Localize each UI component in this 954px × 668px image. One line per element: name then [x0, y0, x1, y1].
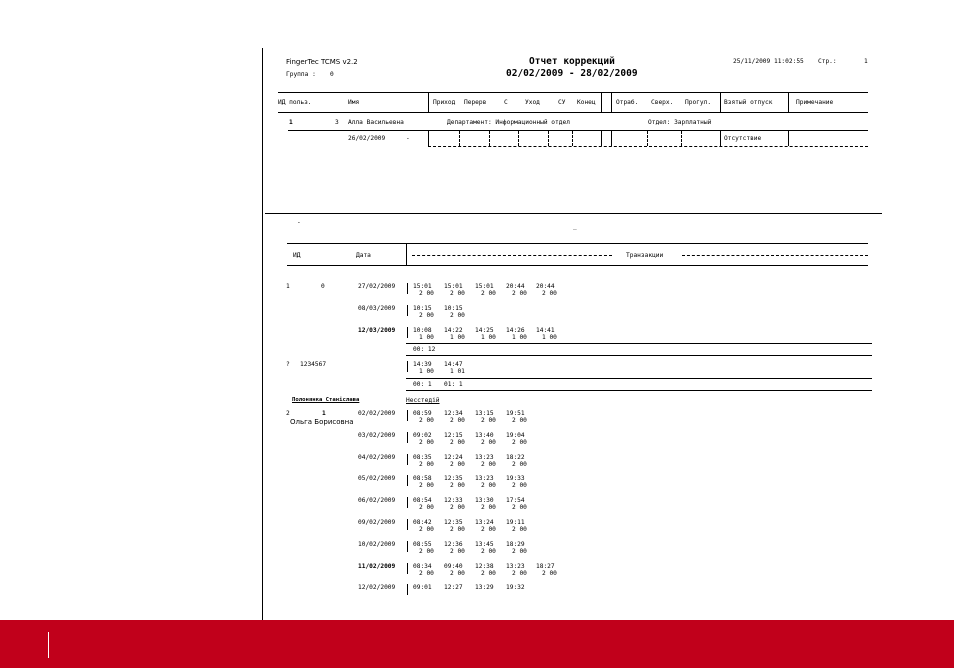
status-code: 2 00	[512, 290, 527, 297]
row-dashed-line	[428, 146, 868, 147]
time-value: 08:54	[413, 497, 432, 505]
time-value: 12:38	[475, 562, 494, 570]
time-value: 14:47	[444, 361, 463, 368]
row-status: Отсутствие	[724, 135, 762, 142]
status-code: 2 00	[481, 417, 496, 424]
date-separator	[407, 454, 408, 465]
time-value: 18:22	[506, 453, 525, 461]
col-header: Приход	[433, 99, 456, 106]
trans-header-id: ИД	[293, 252, 301, 259]
status-code: 2 00	[512, 547, 527, 555]
report-title: Отчет коррекций	[529, 56, 615, 67]
time-value: 10:08	[413, 326, 432, 334]
row-date: 09/02/2009	[358, 519, 396, 526]
row-date: 03/02/2009	[358, 431, 396, 439]
col-sep	[788, 92, 789, 112]
row-sep	[572, 131, 573, 146]
status-code: 2 00	[481, 526, 496, 533]
col-header: Отраб.	[616, 99, 639, 106]
status-code: 2 00	[450, 438, 465, 446]
date-separator	[407, 361, 408, 372]
time-value: 12:24	[444, 453, 463, 461]
footer-title: Полонянка Станіслава	[292, 397, 360, 403]
date-separator	[407, 475, 408, 486]
report-timestamp: 25/11/2009 11:02:55	[733, 58, 804, 65]
time-value: 08:34	[413, 562, 432, 570]
status-code: 2 00	[481, 569, 496, 577]
row-sep	[428, 131, 429, 146]
date-separator	[407, 305, 408, 316]
date-separator	[407, 327, 408, 338]
status-code: 2 00	[512, 438, 527, 446]
row-date: 05/02/2009	[358, 475, 396, 483]
status-code: 1 00	[481, 333, 496, 341]
trans-header-dash-right	[682, 255, 868, 256]
status-code: 1 00	[450, 333, 465, 341]
trans-header-transactions: Транзакции	[626, 252, 664, 259]
row-date: 10/02/2009	[358, 540, 396, 548]
date-separator	[407, 497, 408, 508]
status-code: 2 00	[542, 569, 557, 577]
trans-header-bottom-line	[287, 265, 868, 266]
status-code: 2 00	[512, 569, 527, 577]
mark: _	[573, 223, 577, 230]
time-value: 10:15	[444, 304, 463, 312]
mark: -	[297, 219, 301, 226]
status-code: 2 00	[481, 460, 496, 468]
time-value: 09:40	[444, 562, 463, 570]
row-sep	[788, 131, 789, 146]
col-header: СУ	[558, 99, 566, 106]
status-code: 2 00	[419, 569, 434, 577]
time-value: 13:23	[475, 475, 494, 483]
page-separator	[265, 213, 882, 214]
time-value: 15:01	[475, 283, 494, 290]
date-separator	[407, 563, 408, 574]
time-value: 12:35	[444, 519, 463, 526]
time-value: 20:44	[506, 283, 525, 290]
time-value: 08:55	[413, 540, 432, 548]
row-date: 04/02/2009	[358, 453, 396, 461]
row-sep	[459, 131, 460, 146]
time-value: 13:29	[475, 584, 494, 592]
time-value: 09:01	[413, 584, 432, 592]
status-code: 2 00	[450, 482, 465, 490]
time-value: 14:26	[506, 326, 525, 334]
time-value: 14:25	[475, 326, 494, 334]
status-code: 2 00	[419, 311, 434, 319]
time-value: 20:44	[536, 283, 555, 290]
time-value: 19:04	[506, 431, 525, 439]
table-header-top-line	[278, 92, 868, 93]
status-code: 2 00	[512, 460, 527, 468]
time-value: 18:27	[536, 562, 555, 570]
time-value: 17:54	[506, 497, 525, 505]
status-code: 1 00	[419, 333, 434, 341]
time-value: 08:58	[413, 475, 432, 483]
status-code: 2 00	[512, 504, 527, 512]
row-date: 11/02/2009	[358, 562, 396, 570]
time-value: 08:35	[413, 453, 432, 461]
row-number: 2	[286, 410, 290, 417]
time-value: 08:59	[413, 410, 432, 417]
app-name: FingerTec TCMS v2.2	[286, 58, 358, 66]
status-code: 1 00	[512, 333, 527, 341]
time-value: 18:29	[506, 540, 525, 548]
row-sep	[681, 131, 682, 146]
table-header-bottom-line	[278, 112, 868, 113]
time-value: 12:27	[444, 584, 463, 592]
date-separator	[407, 541, 408, 552]
time-value: 19:51	[506, 410, 525, 417]
status-code: 2 00	[542, 290, 557, 297]
time-value: 19:11	[506, 519, 525, 526]
row-sep	[720, 131, 721, 146]
trans-header-sep	[406, 243, 407, 265]
status-code: 2 00	[512, 482, 527, 490]
row-date: 26/02/2009	[348, 135, 386, 142]
row-date: 12/02/2009	[358, 584, 396, 592]
col-header: ИД польз.	[278, 99, 312, 106]
group-value: 0	[330, 71, 334, 78]
row-date: 08/03/2009	[358, 304, 396, 312]
report-date-range: 02/02/2009 - 28/02/2009	[506, 68, 638, 79]
row-number: 1	[289, 119, 293, 126]
col-sep	[720, 92, 721, 112]
user-id: 0	[321, 283, 325, 290]
department: Департамент: Информационный отдел	[447, 119, 570, 126]
summary-line	[406, 390, 872, 391]
page-left-border	[262, 48, 263, 620]
col-header: Имя	[348, 99, 360, 106]
col-header: Примечание	[796, 99, 834, 106]
summary-line	[406, 378, 872, 379]
user-id: 1234567	[300, 361, 327, 368]
time-value: 19:33	[506, 475, 525, 483]
time-value: 13:40	[475, 431, 494, 439]
time-value: 14:22	[444, 326, 463, 334]
row-number: 1	[286, 283, 290, 290]
row-sep	[489, 131, 490, 146]
trans-header-date: Дата	[356, 252, 371, 259]
status-code: 2 00	[419, 438, 434, 446]
date-separator	[407, 584, 408, 595]
footer-value: Несстедій	[406, 397, 440, 404]
trans-header-top-line	[287, 243, 868, 244]
time-value: 13:15	[475, 410, 494, 417]
date-separator	[407, 519, 408, 530]
col-header: Перерв	[464, 99, 487, 106]
time-value: 13:24	[475, 519, 494, 526]
time-value: 12:15	[444, 431, 463, 439]
summary-value: 00: 12	[413, 346, 436, 354]
status-code: 2 00	[419, 526, 434, 533]
time-value: 14:39	[413, 361, 432, 368]
status-code: 2 00	[481, 547, 496, 555]
col-header: Прогул.	[685, 99, 712, 106]
row-sep	[611, 131, 612, 146]
status-code: 1 00	[542, 333, 557, 341]
status-code: 2 00	[450, 417, 465, 424]
row-date: 12/03/2009	[358, 326, 396, 334]
summary-line	[406, 355, 872, 356]
status-code: 2 00	[450, 311, 465, 319]
time-value: 15:01	[444, 283, 463, 290]
status-code: 2 00	[419, 504, 434, 512]
status-code: 1 01	[450, 368, 465, 375]
user-name: Ольга Борисовна	[290, 418, 354, 426]
status-code: 2 00	[450, 460, 465, 468]
group-label: Группа :	[286, 71, 316, 78]
row-sep	[601, 131, 602, 146]
time-value: 12:34	[444, 410, 463, 417]
summary-value: 01: 1	[444, 380, 463, 388]
status-code: 2 00	[419, 482, 434, 490]
time-value: 10:15	[413, 304, 432, 312]
time-value: 15:01	[413, 283, 432, 290]
row-sep	[647, 131, 648, 146]
row-date: 06/02/2009	[358, 497, 396, 505]
status-code: 2 00	[419, 290, 434, 297]
col-header: Уход	[525, 99, 540, 106]
trans-header-dash-left	[412, 255, 612, 256]
col-header: Конец	[577, 99, 596, 106]
status-code: 2 00	[450, 547, 465, 555]
col-sep	[611, 92, 612, 112]
time-value: 08:42	[413, 519, 432, 526]
time-value: 13:23	[475, 453, 494, 461]
section: Отдел: Зарплатный	[648, 119, 712, 126]
row-line	[288, 130, 868, 131]
page-label: Стр.:	[818, 58, 837, 65]
status-code: 2 00	[481, 504, 496, 512]
time-value: 14:41	[536, 326, 555, 334]
status-code: 2 00	[512, 417, 527, 424]
status-code: 2 00	[450, 290, 465, 297]
col-header: С	[504, 99, 508, 106]
time-value: 19:32	[506, 584, 525, 592]
date-separator	[407, 283, 408, 294]
time-value: 12:35	[444, 475, 463, 483]
row-date: 27/02/2009	[358, 283, 396, 290]
row-number: ?	[286, 361, 290, 368]
time-value: 13:30	[475, 497, 494, 505]
time-value: 09:02	[413, 431, 432, 439]
status-code: 2 00	[512, 526, 527, 533]
status-code: 2 00	[450, 504, 465, 512]
bottom-bar-divider	[48, 632, 49, 658]
status-code: 2 00	[419, 417, 434, 424]
time-value: 12:33	[444, 497, 463, 505]
status-code: 2 00	[481, 482, 496, 490]
col-header: Взятый отпуск	[724, 99, 773, 106]
bottom-bar	[0, 620, 954, 668]
col-sep	[601, 92, 602, 112]
status-code: 2 00	[419, 460, 434, 468]
status-code: 1 00	[419, 368, 434, 375]
row-dash: -	[406, 135, 410, 142]
status-code: 2 00	[481, 438, 496, 446]
row-date: 02/02/2009	[358, 410, 396, 417]
user-id: 1	[322, 410, 326, 417]
time-value: 13:45	[475, 540, 494, 548]
time-value: 13:23	[506, 562, 525, 570]
page-number: 1	[864, 58, 868, 65]
user-id: 3	[335, 119, 339, 126]
row-sep	[548, 131, 549, 146]
col-header: Сверх.	[651, 99, 674, 106]
summary-value: 00: 1	[413, 380, 432, 388]
status-code: 2 00	[481, 290, 496, 297]
user-name: Алла Васильевна	[348, 119, 404, 126]
row-sep	[518, 131, 519, 146]
col-sep	[428, 92, 429, 112]
date-separator	[407, 432, 408, 443]
status-code: 2 00	[450, 526, 465, 533]
summary-line	[406, 343, 872, 344]
date-separator	[407, 410, 408, 421]
status-code: 2 00	[450, 569, 465, 577]
time-value: 12:36	[444, 540, 463, 548]
status-code: 2 00	[419, 547, 434, 555]
